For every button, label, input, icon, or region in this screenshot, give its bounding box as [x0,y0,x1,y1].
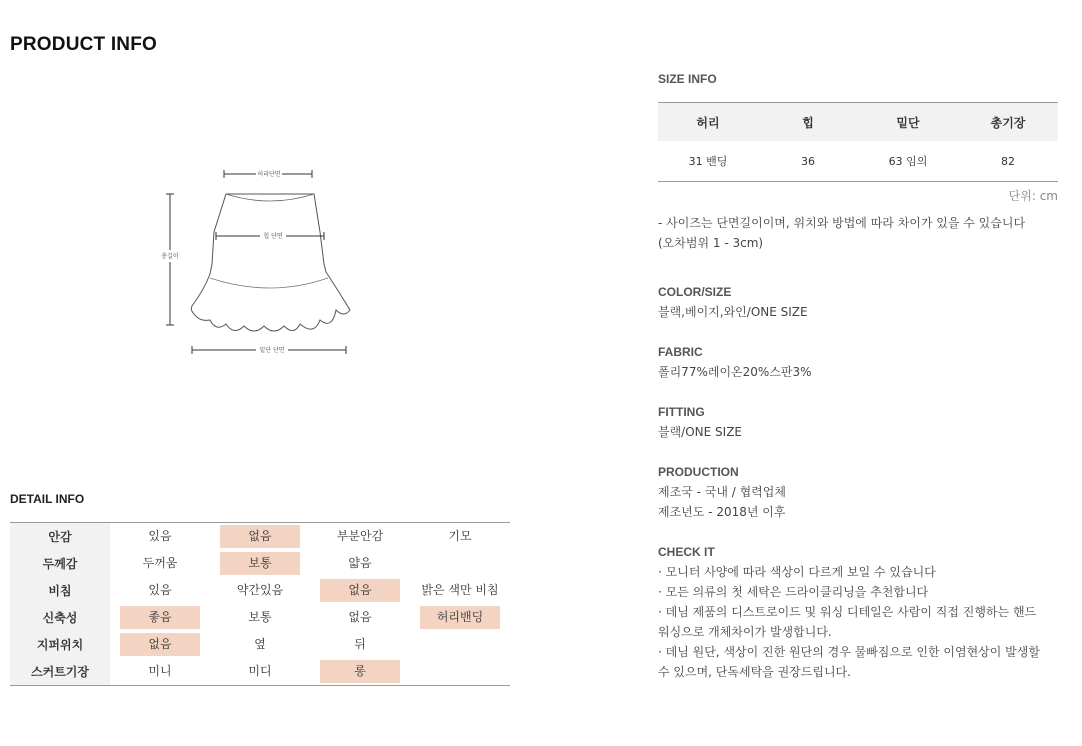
detail-option-cell [210,550,310,577]
detail-option: 두꺼움 [142,556,178,570]
size-info-title: SIZE INFO [658,72,717,86]
detail-option: 없음 [348,610,372,624]
detail-info-title: DETAIL INFO [10,492,85,506]
detail-option: 뒤 [354,637,366,651]
detail-option-cell [110,577,210,604]
detail-option-cell [310,604,410,631]
detail-option-cell [210,523,310,551]
detail-option-cell [110,658,210,686]
detail-option-cell [410,523,510,551]
detail-option: 얇음 [348,556,372,570]
size-header-hem: 밑단 [858,103,958,142]
check-it-title: CHECK IT [658,545,715,559]
detail-option-cell [410,577,510,604]
detail-option-cell [410,658,510,686]
detail-option: 밝은 색만 비침 [421,583,499,597]
fabric-title: FABRIC [658,345,703,359]
production-line: 제조국 - 국내 / 협력업체 [658,485,786,499]
detail-option-selected: 허리밴딩 [420,606,500,629]
fitting-title: FITTING [658,405,705,419]
check-it-line: 워싱으로 개체차이가 발생합니다. [658,625,832,639]
size-unit: 단위: cm [1008,189,1058,203]
hem-label: 밑단 단면 [259,347,285,354]
detail-option-selected: 없음 [220,525,300,548]
detail-option: 있음 [148,583,172,597]
detail-option: 보통 [248,610,272,624]
detail-option-selected: 좋음 [120,606,200,629]
fitting-value: 블랙/ONE SIZE [658,425,743,439]
size-value-length: 82 [1001,154,1015,168]
production-title: PRODUCTION [658,465,739,479]
detail-row [10,523,510,551]
detail-option: 옆 [254,637,266,651]
size-note-line: - 사이즈는 단면길이이며, 위치와 방법에 따라 차이가 있을 수 있습니다 [658,216,1026,230]
detail-option-cell [310,550,410,577]
detail-row-label: 안감 [10,523,110,551]
detail-option-cell [410,631,510,658]
size-value-hip: 36 [801,154,815,168]
detail-row-label: 비침 [10,577,110,604]
size-note-line: (오차범위 1 - 3cm) [658,236,764,250]
size-header-length: 총기장 [958,103,1058,142]
waist-label: 허리단면 [257,171,281,178]
detail-option-cell [210,577,310,604]
length-label: 총길이 [161,253,179,260]
detail-option-cell [210,658,310,686]
size-header-hip: 힙 [758,103,858,142]
detail-row-label: 스커트기장 [10,658,110,686]
detail-option: 미니 [148,664,172,678]
detail-row [10,577,510,604]
detail-option-cell [310,631,410,658]
detail-option-cell [410,604,510,631]
detail-row-label: 지퍼위치 [10,631,110,658]
detail-option-cell [310,658,410,686]
detail-option-cell [310,523,410,551]
page-title: PRODUCT INFO [10,34,158,55]
detail-row [10,550,510,577]
color-size-title: COLOR/SIZE [658,285,732,299]
check-it-line: · 모니터 사양에 따라 색상이 다르게 보일 수 있습니다 [658,565,936,579]
detail-option: 미디 [248,664,272,678]
detail-option: 있음 [148,529,172,543]
detail-option-cell [110,523,210,551]
size-row [658,141,1058,182]
skirt-size-diagram [150,160,360,365]
detail-option: 약간있음 [236,583,284,597]
detail-option-cell [110,631,210,658]
detail-row [10,604,510,631]
hip-label: 힙 단면 [263,233,283,240]
detail-info-table [10,522,510,686]
detail-row [10,631,510,658]
color-size-value: 블랙,베이지,와인/ONE SIZE [658,305,808,319]
fabric-value: 폴리77%레이온20%스판3% [658,365,812,379]
detail-option: 기모 [448,529,472,543]
detail-option-selected: 없음 [320,579,400,602]
check-it-line: · 데님 원단, 색상이 진한 원단의 경우 물빠짐으로 인한 이염현상이 발생할 [658,645,1040,659]
detail-option-cell [210,631,310,658]
detail-row [10,658,510,686]
detail-option-cell [310,577,410,604]
detail-option-selected: 없음 [120,633,200,656]
skirt-outline [191,194,350,331]
detail-option-cell [410,550,510,577]
detail-row-label: 신축성 [10,604,110,631]
detail-option-selected: 롱 [320,660,400,683]
size-info-table [658,102,1058,182]
detail-option-cell [210,604,310,631]
production-line: 제조년도 - 2018년 이후 [658,505,786,519]
detail-option-cell [110,550,210,577]
detail-option-cell [110,604,210,631]
check-it-line: 수 있으며, 단독세탁을 권장드립니다. [658,665,851,679]
detail-row-label: 두께감 [10,550,110,577]
size-value-waist: 31 밴딩 [688,155,728,168]
check-it-line: · 모든 의류의 첫 세탁은 드라이클리닝을 추천합니다 [658,585,929,599]
size-note [658,213,1025,253]
detail-option-selected: 보통 [220,552,300,575]
size-header-waist: 허리 [658,103,758,142]
size-value-hem: 63 임의 [888,155,928,168]
check-it-line: · 데님 제품의 디스트로이드 및 워싱 디테일은 사람이 직접 진행하는 핸드 [658,605,1037,619]
detail-option: 부분안감 [336,529,384,543]
